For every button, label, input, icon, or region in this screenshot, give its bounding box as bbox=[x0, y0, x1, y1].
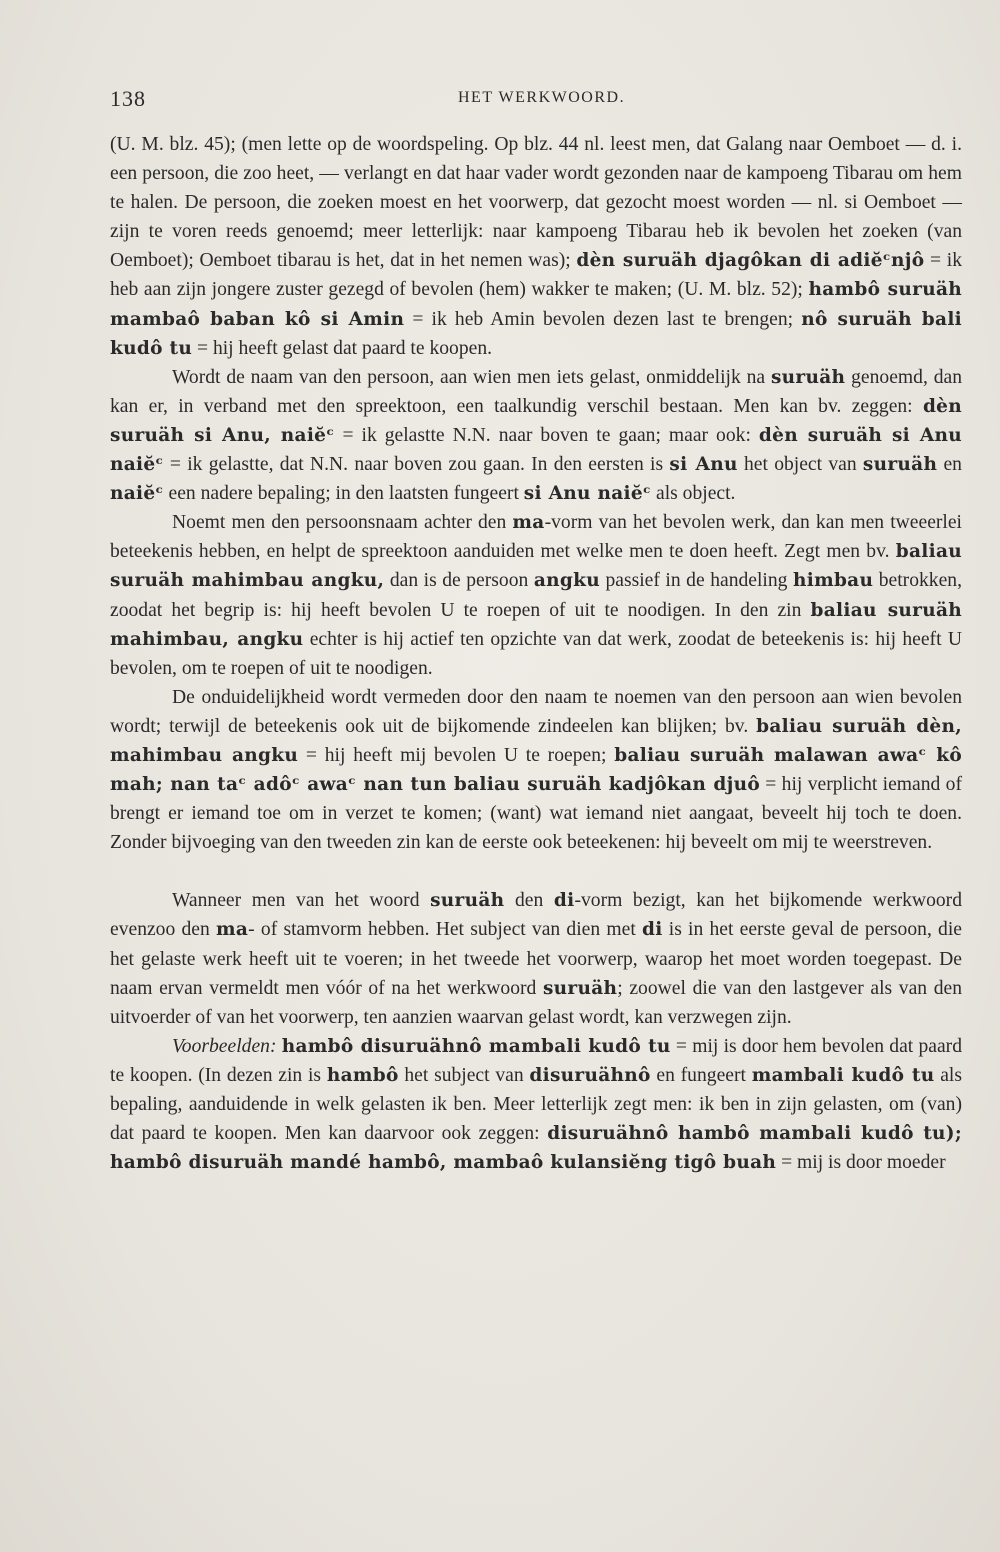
text-run: = hij heeft mij bevolen U te roepen; bbox=[298, 744, 615, 766]
text-run: (U. M. blz. 45); (men lette op de woordspeling. Op blz. 44 nl. leest men, dat Galang naar Oemboet — d. i. een persoon, die zoo heet, — verlangt en dat haar vader wordt gezonden naar de kampoeng Tibarau om hem te halen. De persoon, die zoeken moest en het voorwerp, dat gezocht moest worden — nl. si Oemboet — zijn te voren reeds genoemd; meer letterlijk: naar kampoeng Tibarau heb ik bevolen het zoeken (van Oemboet); Oemboet tibarau is het, dat in het nemen was); bbox=[110, 134, 962, 272]
text-run: echter is hij actief ten opzichte van dat werk, zoodat de beteekenis is: hij heeft U bevolen, om te roepen of uit te noodigen. bbox=[110, 628, 962, 679]
malay-term: mambali kudô tu bbox=[751, 1064, 935, 1086]
malay-term: suruäh bbox=[542, 977, 618, 999]
text-run: Wanneer men van het woord bbox=[172, 890, 431, 912]
malay-term: baliau suruäh mahimbau, angku bbox=[110, 599, 962, 650]
text-run: en bbox=[937, 454, 962, 476]
page-header bbox=[110, 86, 960, 116]
text-run: = ik heb Amin bevolen dezen last te brengen; bbox=[404, 308, 802, 330]
text-run: genoemd, dan kan er, in verband met den spreektoon, een taalkundig verschil bestaan. Men kan bv. zeggen: bbox=[110, 366, 962, 417]
malay-term: baliau suruäh mahimbau angku, bbox=[110, 541, 962, 592]
malay-term: angku bbox=[533, 570, 600, 592]
malay-term: disuruähnô hambô mambali kudô tu); hambô disuruäh mandé hambô, mambaô kulansiĕng tigô buah bbox=[110, 1123, 962, 1174]
malay-term: hambô disuruähnô mambali kudô tu bbox=[281, 1035, 671, 1057]
malay-term: baliau suruäh dèn, mahimbau angku bbox=[110, 715, 962, 766]
malay-term: hambô bbox=[326, 1064, 399, 1086]
malay-term: si Anu naiĕᶜ bbox=[523, 483, 652, 505]
text-run: het subject van bbox=[398, 1064, 530, 1086]
text-run: -vorm bezigt, kan het bijkomende werkwoord evenzoo den bbox=[110, 890, 963, 941]
text-run: ; zoowel die van den lastgever als van den uitvoerder of van het voorwerp, ten aanzien waarvan gelast wordt, kan verzwegen zijn. bbox=[110, 977, 962, 1028]
text-run: passief in de handeling bbox=[599, 570, 793, 592]
text-run: Wordt de naam van den persoon, aan wien men iets gelast, onmiddelijk na bbox=[172, 366, 771, 388]
malay-term: dèn suruäh djagôkan di adiĕᶜnjô bbox=[576, 250, 925, 272]
text-run: en fungeert bbox=[650, 1064, 752, 1086]
malay-term: nô suruäh bali kudô tu bbox=[110, 308, 962, 359]
malay-term: disuruähnô bbox=[529, 1064, 651, 1086]
malay-term: hambô suruäh mambaô baban kô si Amin bbox=[110, 279, 962, 330]
page-number: 138 bbox=[110, 86, 146, 111]
paragraph bbox=[110, 1032, 962, 1177]
malay-term: baliau suruäh malawan awaᶜ kô mah; nan taᶜ adôᶜ awaᶜ nan tun baliau suruäh kadjôkan djuô bbox=[110, 744, 962, 796]
paragraph bbox=[110, 683, 962, 858]
text-run: een nadere bepaling; in den laatsten fungeert bbox=[163, 483, 524, 505]
running-title: HET WERKWOORD. bbox=[458, 89, 626, 106]
text-run: den bbox=[504, 890, 554, 912]
text-run: is in het eerste geval de persoon, die het gelaste werk heeft uit te voeren; in het tweede het voorwerp, waarop het moet worden toegepast. De naam ervan vermeldt men vóór of na het werkwoord bbox=[110, 919, 962, 999]
malay-term: suruäh bbox=[862, 454, 938, 476]
text-run: De onduidelijkheid wordt vermeden door den naam te noemen van den persoon aan wien bevolen wordt; terwijl de beteekenis ook uit de bijkomende zindeelen kan blijken; bv. bbox=[110, 686, 962, 737]
paragraph bbox=[110, 130, 962, 363]
text-run: als bepaling, aanduidende in welk gelasten ik ben. Meer letterlijk zegt men: ik ben in zijn gelasten, om (van) dat paard te koopen. Men kan daarvoor ook zeggen: bbox=[110, 1064, 962, 1145]
malay-term: ma bbox=[216, 919, 249, 941]
text-run: = ik gelastte, dat N.N. naar boven zou gaan. In den eersten is bbox=[163, 454, 670, 476]
italic-lead: Voorbeelden: bbox=[172, 1035, 277, 1057]
malay-term: naiĕᶜ bbox=[110, 483, 164, 505]
text-run: -vorm van het bevolen werk, dan kan men tweeerlei beteekenis hebben, en helpt de spreektoon aanduiden met welke men te doen heeft. Zegt men bv. bbox=[110, 512, 963, 563]
malay-term: dèn suruäh si Anu, naiĕᶜ bbox=[110, 395, 962, 446]
malay-term: si Anu bbox=[669, 454, 738, 476]
text-run: = mij is door moeder bbox=[776, 1152, 946, 1174]
text-run: = mij is door hem bevolen dat paard te koopen. (In dezen zin is bbox=[110, 1035, 962, 1086]
text-run: dan is de persoon bbox=[384, 570, 534, 592]
body-text bbox=[110, 130, 962, 1177]
text-run: = ik gelastte N.N. naar boven te gaan; maar ook: bbox=[334, 424, 759, 446]
malay-term: di bbox=[641, 919, 663, 941]
text-run: - of stamvorm hebben. Het subject van dien met bbox=[248, 919, 642, 941]
text-run: het object van bbox=[737, 454, 863, 476]
malay-term: ma bbox=[512, 512, 545, 534]
text-run: = ik heb aan zijn jongere zuster gezegd of bevolen (hem) wakker te maken; (U. M. blz. 52); bbox=[110, 250, 962, 301]
text-run: = hij heeft gelast dat paard te koopen. bbox=[192, 337, 493, 359]
malay-term: suruäh bbox=[430, 890, 505, 912]
text-run: = hij verplicht iemand of brengt er iemand toe om in verzet te komen; (want) wat iemand niet aangaat, beveelt hij toch te doen. Zonder bijvoeging van den tweeden zin kan de eerste ook beteekenen: hij beveelt om mij te weerstreven. bbox=[110, 774, 962, 854]
paragraph bbox=[110, 508, 962, 683]
malay-term: suruäh bbox=[770, 366, 846, 388]
paragraph bbox=[110, 886, 962, 1031]
malay-term: di bbox=[553, 890, 575, 912]
text-run: als object. bbox=[651, 483, 736, 505]
malay-term: himbau bbox=[792, 570, 874, 592]
malay-term: dèn suruäh si Anu naiĕᶜ bbox=[110, 424, 963, 476]
text-run: Noemt men den persoonsnaam achter den bbox=[172, 512, 513, 534]
paragraph bbox=[110, 363, 962, 508]
text-run: betrokken, zoodat het begrip is: hij heeft bevolen U te roepen of uit te noodigen. In den zin bbox=[110, 570, 962, 621]
